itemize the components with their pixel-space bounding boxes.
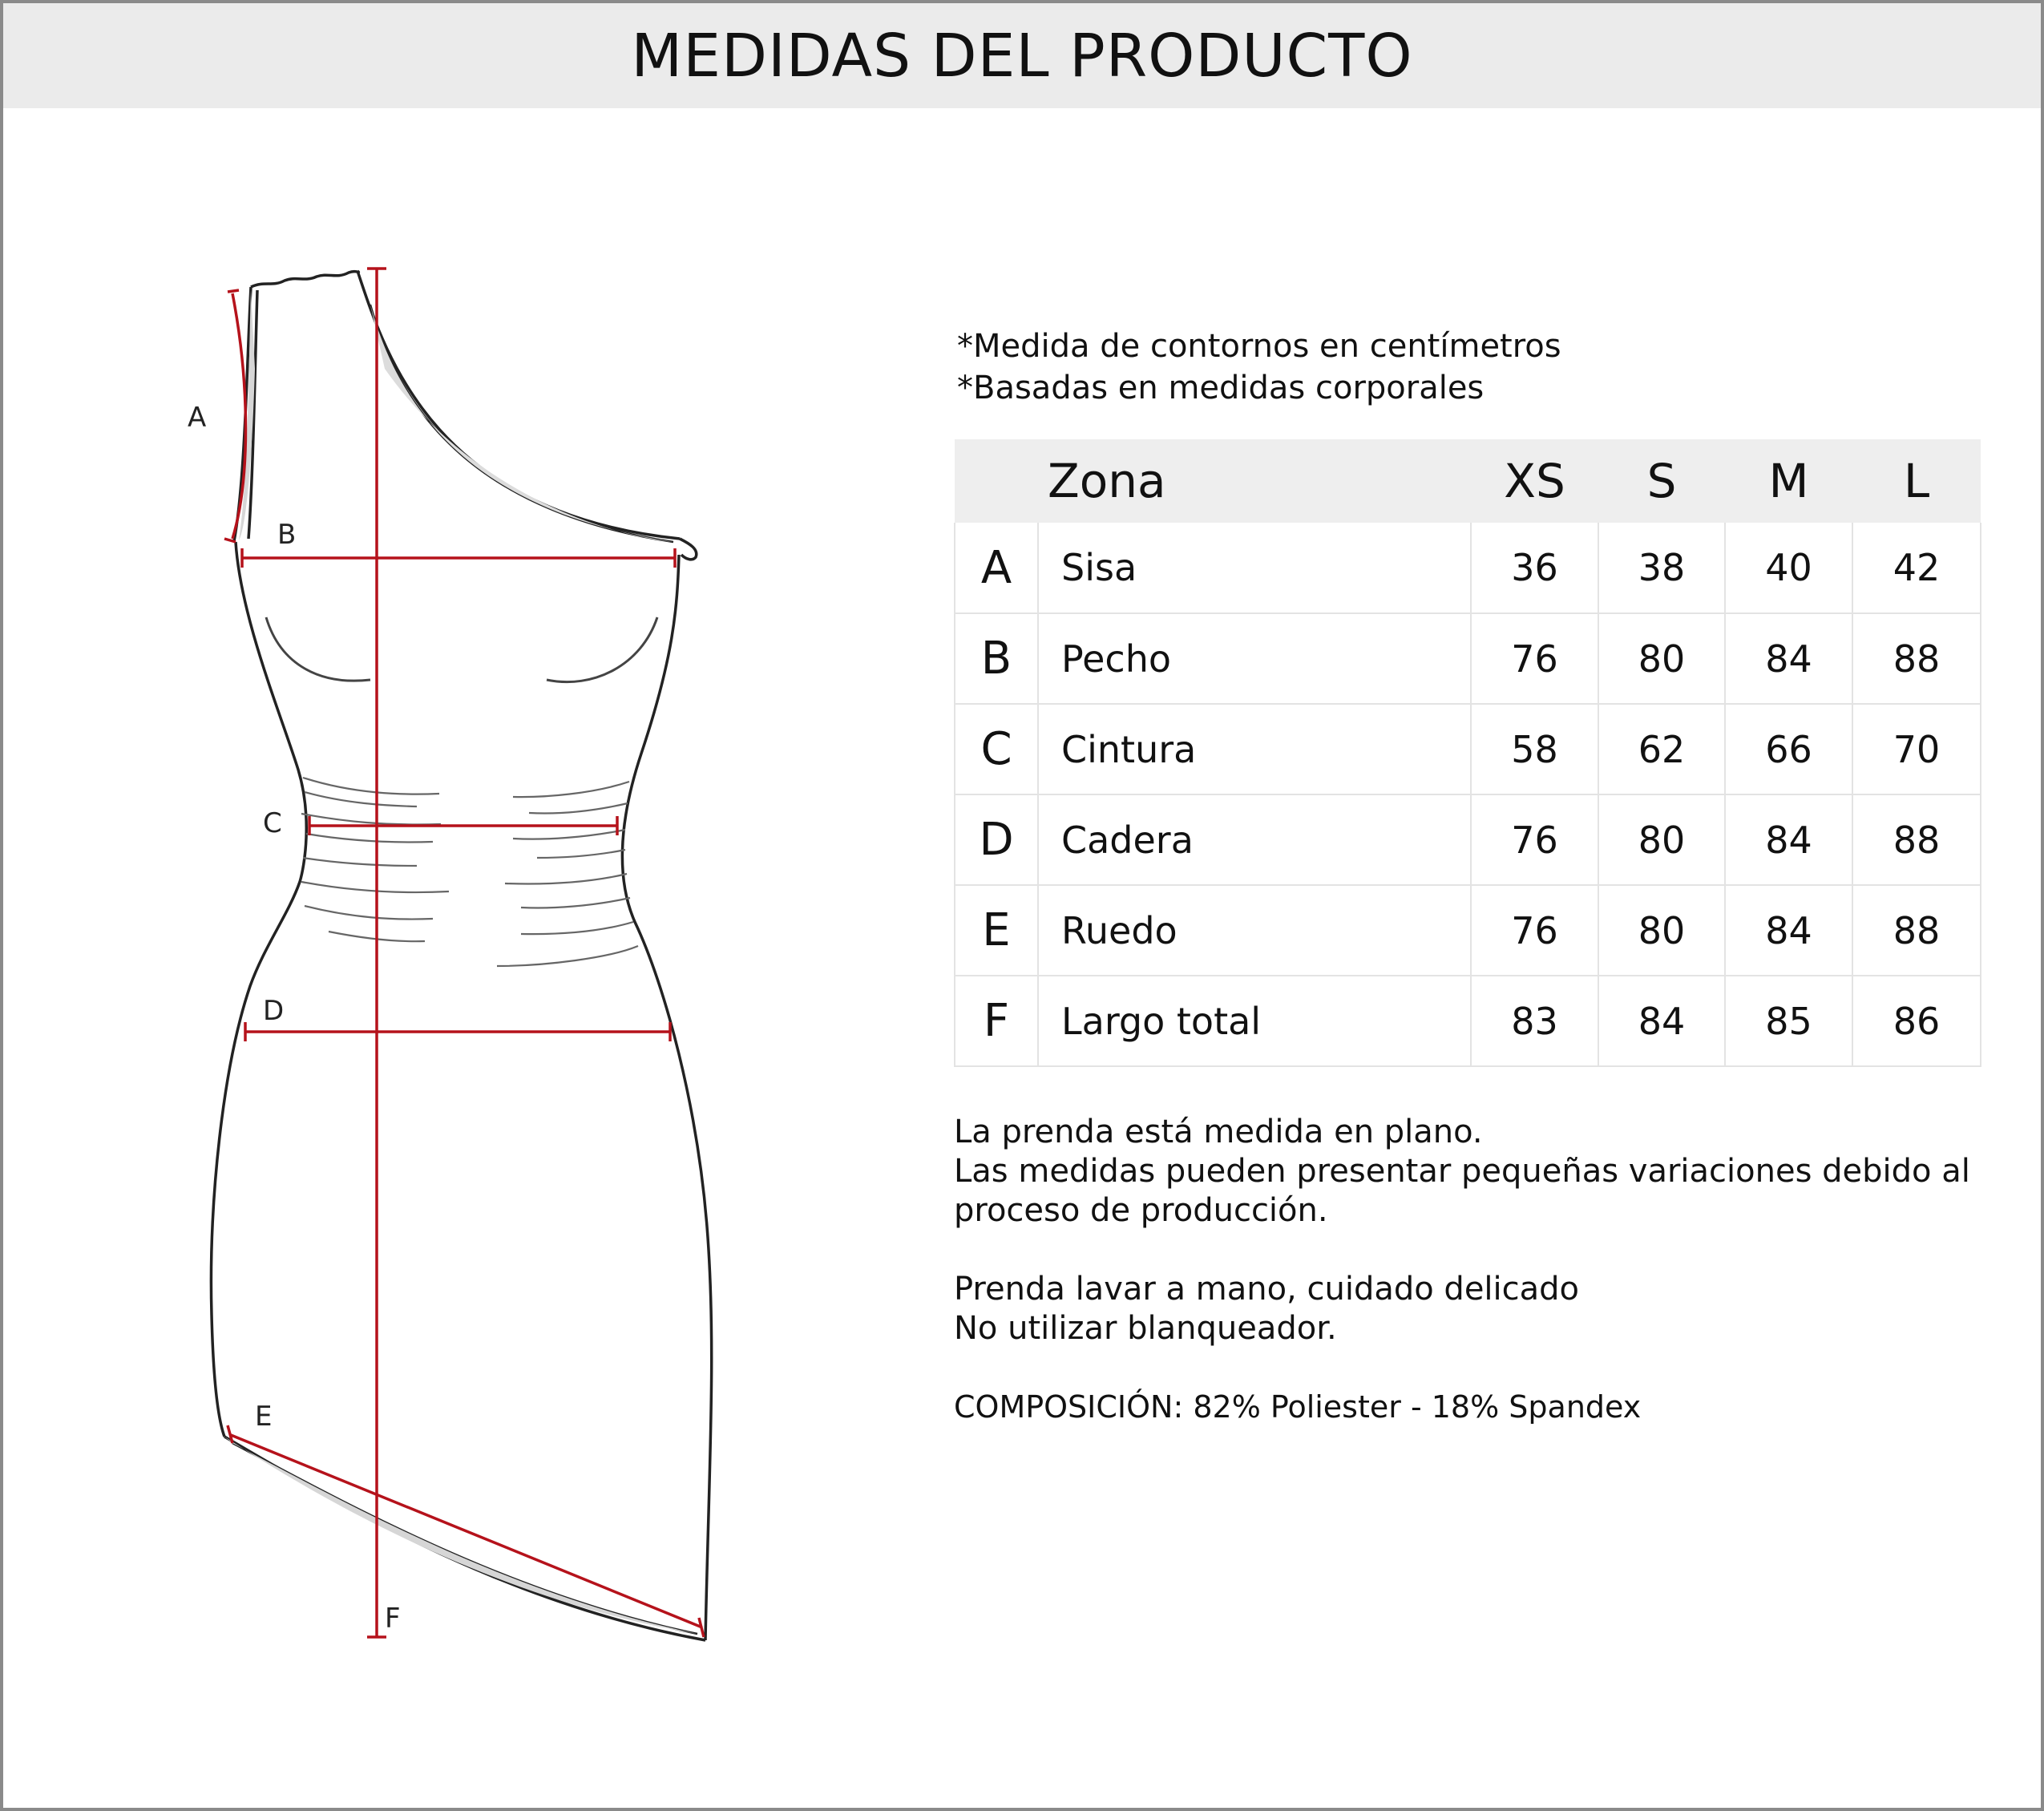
row-letter: F [955,976,1038,1066]
size-table [954,439,1981,1067]
row-zone: Cintura [1038,704,1471,794]
cell-m: 84 [1725,794,1852,885]
care-instructions [954,1270,1970,1348]
cell-s: 80 [1598,885,1725,976]
bust-lines [266,617,657,682]
header-l: L [1903,454,1930,508]
cell-xs: 83 [1471,976,1598,1066]
label-f: F [385,1603,401,1635]
row-zone: Ruedo [1038,885,1471,976]
cell-s: 62 [1598,704,1725,794]
disclaimer-line-1: La prenda está medida en plano. [954,1114,1483,1150]
row-letter: A [955,523,1038,613]
cell-xs: 36 [1471,523,1598,613]
neckline-shade [370,305,673,542]
cell-m: 85 [1725,976,1852,1066]
measure-notes [957,325,1561,409]
table-row [955,794,1981,885]
cell-l: 70 [1852,704,1981,794]
measure-lines [224,269,704,1637]
dress-diagram [144,241,802,1684]
header-xs: XS [1504,454,1565,508]
note-contornos: *Medida de contornos en centímetros [957,328,1561,365]
row-zone: Sisa [1038,523,1471,613]
label-d: D [263,995,285,1027]
row-letter: E [955,885,1038,976]
header-s: S [1646,454,1677,508]
table-row [955,976,1981,1066]
table-row [955,704,1981,794]
note-corporales: *Basadas en medidas corporales [957,370,1485,406]
dress-outline [211,271,711,1640]
table-row [955,613,1981,704]
disclaimer-line-2: Las medidas pueden presentar pequeñas variaciones debido al [954,1153,1970,1190]
table-row [955,523,1981,613]
cell-l: 86 [1852,976,1981,1066]
cell-s: 38 [1598,523,1725,613]
cell-xs: 58 [1471,704,1598,794]
cell-m: 84 [1725,613,1852,704]
composition: COMPOSICIÓN: 82% Poliester - 18% Spandex [954,1389,1642,1425]
size-table-wrap [954,439,1980,1067]
measurement-disclaimer [954,1113,1970,1231]
cell-xs: 76 [1471,794,1598,885]
label-a: A [188,402,207,434]
header-m: M [1768,454,1809,508]
measure-e-line [231,1435,702,1627]
row-zone: Pecho [1038,613,1471,704]
cell-l: 88 [1852,794,1981,885]
cell-xs: 76 [1471,885,1598,976]
row-letter: B [955,613,1038,704]
table-header-row [955,439,1981,523]
label-b: B [277,519,297,551]
header-zona: Zona [1048,454,1166,508]
cell-s: 80 [1598,794,1725,885]
disclaimer-line-3: proceso de producción. [954,1192,1328,1229]
cell-l: 42 [1852,523,1981,613]
page-title: MEDIDAS DEL PRODUCTO [631,21,1413,91]
cell-m: 40 [1725,523,1852,613]
row-zone: Largo total [1038,976,1471,1066]
row-letter: D [955,794,1038,885]
row-zone: Cadera [1038,794,1471,885]
table-row [955,885,1981,976]
dress-sketch [144,241,802,1684]
header-bar [3,3,2041,108]
cell-s: 84 [1598,976,1725,1066]
cell-l: 88 [1852,885,1981,976]
cell-l: 88 [1852,613,1981,704]
ruching-lines [301,778,638,966]
cell-m: 84 [1725,885,1852,976]
care-notes [954,1113,1970,1466]
label-c: C [263,807,282,839]
hem-shade [224,1437,697,1634]
cell-xs: 76 [1471,613,1598,704]
label-e: E [255,1401,273,1433]
cell-m: 66 [1725,704,1852,794]
cell-s: 80 [1598,613,1725,704]
care-line-1: Prenda lavar a mano, cuidado delicado [954,1271,1580,1308]
care-line-2: No utilizar blanqueador. [954,1310,1337,1347]
row-letter: C [955,704,1038,794]
